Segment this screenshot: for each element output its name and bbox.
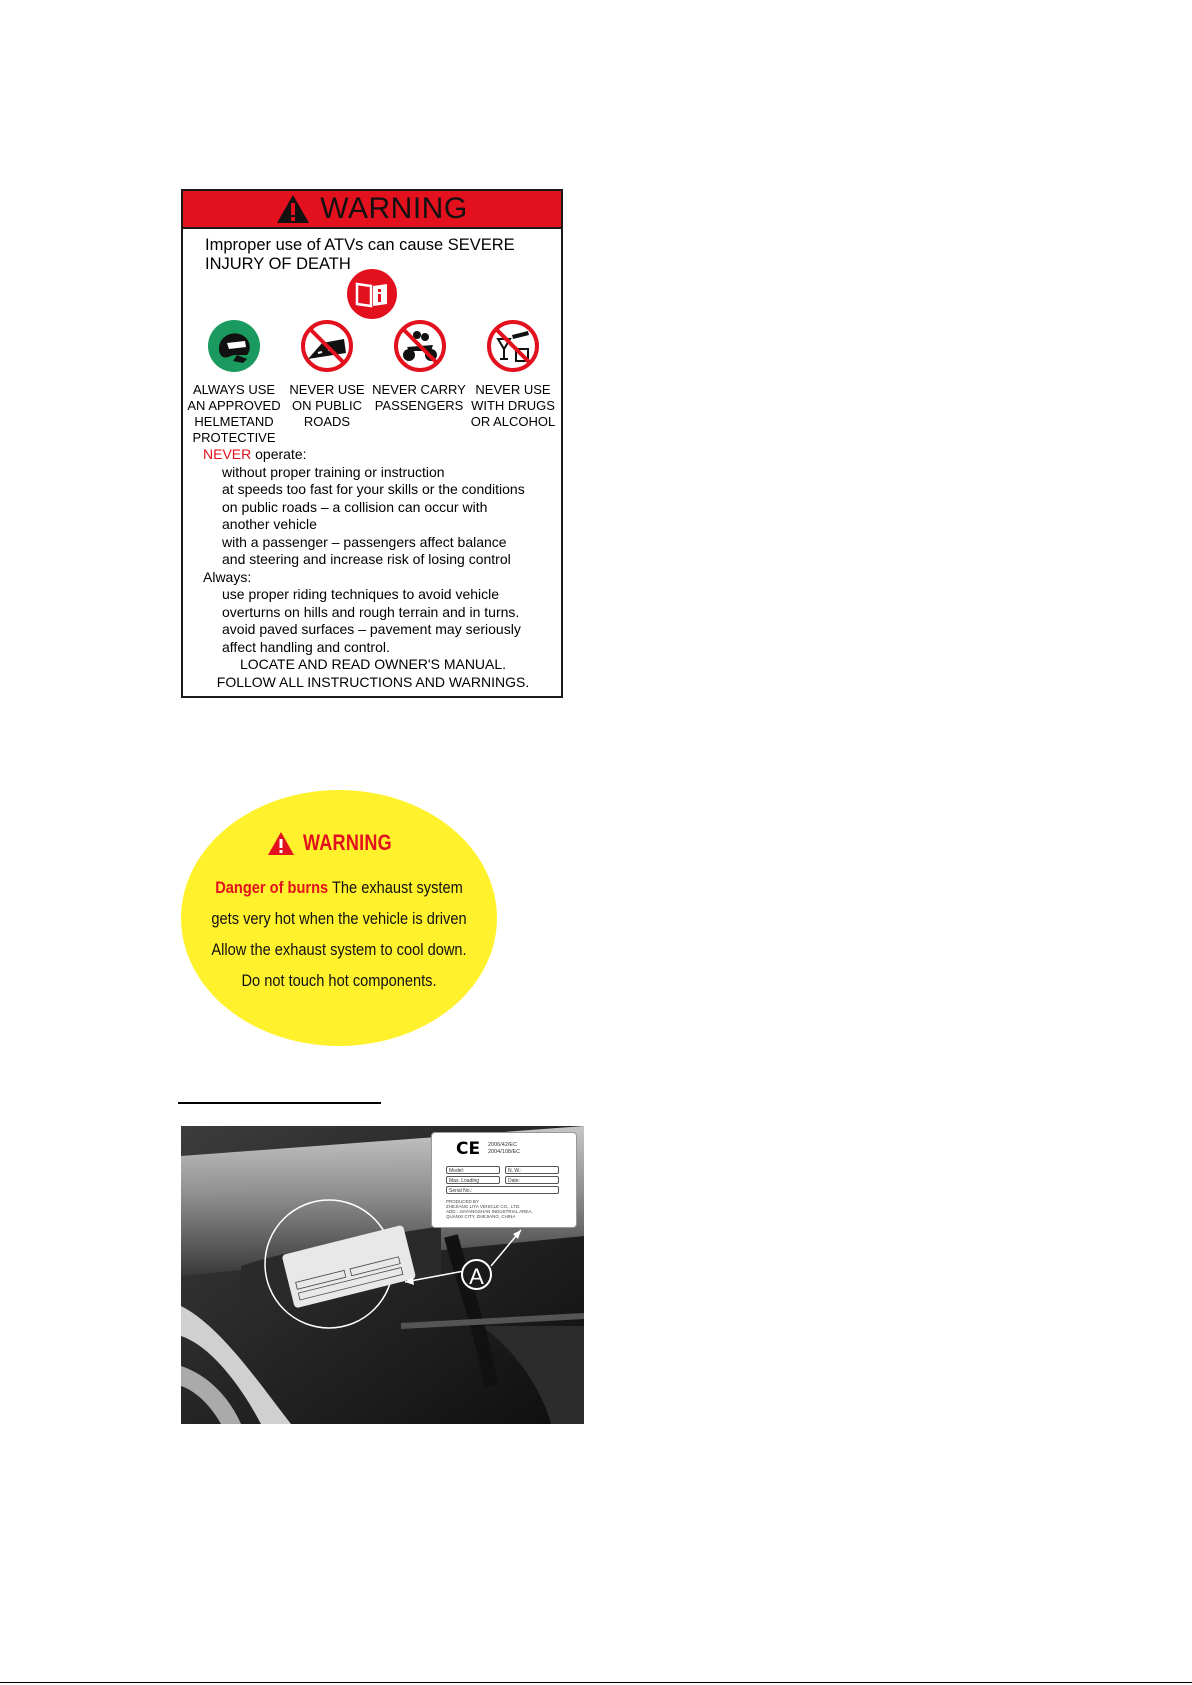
always-item: avoid paved surfaces – pavement may seriously	[222, 621, 521, 637]
closing-line: FOLLOW ALL INSTRUCTIONS AND WARNINGS.	[216, 673, 530, 690]
no-drugs-alcohol-icon	[486, 319, 540, 373]
burn-warning-title: WARNING	[302, 830, 392, 855]
warning-intro: Improper use of ATVs can cause SEVERE INJURY OF DEATH	[205, 236, 515, 273]
never-item: on public roads – a collision can occur with	[222, 498, 488, 515]
never-item: with a passenger – passengers affect balance	[222, 533, 507, 550]
burn-text-line: gets very hot when the vehicle is driven	[211, 909, 467, 928]
burn-warning-label	[181, 790, 497, 1046]
closing-line: LOCATE AND READ OWNER'S MANUAL.	[239, 656, 507, 672]
section-heading-underline	[178, 1102, 381, 1104]
page-footer-rule	[0, 1682, 1192, 1683]
no-passengers-icon	[393, 319, 447, 373]
always-item: overturns on hills and rough terrain and in turns.	[222, 603, 520, 620]
never-item: another vehicle	[222, 516, 317, 532]
company-address-2: QUANXI CITY, ZHEJIANG, CHINA	[446, 1214, 516, 1219]
directive-2: 2004/108/EC	[488, 1149, 521, 1155]
never-word: NEVER	[203, 446, 252, 462]
pictogram-caption-passengers: NEVER CARRY PASSENGERS	[372, 382, 466, 413]
warning-title: WARNING	[320, 192, 468, 225]
burn-text-line: Allow the exhaust system to cool down.	[211, 940, 467, 959]
instructions-text: NEVER operate: without proper training or instruction at speeds too fast for your skills or the conditions on public roads – a collision can occur with another vehicle with a passenger – passengers affect balance and steering and increase risk of losing control Always: use proper riding techniques to avoid vehicle overturns on hills and rough terrain and in turns. avoid paved surfaces – pavement may seriously affect handling and control. LOCATE AND READ OWNER'S MANUAL. FOLLOW ALL INSTRUCTIONS AND WARNINGS.	[203, 446, 553, 691]
date-field: Date:	[505, 1176, 559, 1184]
nw-field: N. W.:	[505, 1166, 559, 1174]
burn-warning-header	[181, 830, 497, 856]
ce-mark: CE	[456, 1139, 481, 1159]
warning-triangle-icon	[276, 194, 310, 224]
model-field: Model:	[446, 1166, 500, 1174]
pictogram-caption-roads: NEVER USE ON PUBLIC ROADS	[289, 382, 365, 429]
serial-field: Serial No.:	[446, 1186, 559, 1194]
warning-triangle-icon	[267, 831, 295, 856]
never-item: and steering and increase risk of losing control	[222, 551, 511, 567]
company-address-1: ADD.: JIAYANGSHAN INDUSTRIAL AREA,	[446, 1209, 533, 1214]
always-item: use proper riding techniques to avoid vehicle	[222, 586, 500, 602]
no-public-roads-icon	[300, 319, 354, 373]
pictogram-caption-helmet: ALWAYS USE AN APPROVED HELMETAND PROTECTIVE	[187, 382, 281, 445]
never-item: without proper training or instruction	[222, 463, 445, 480]
burn-text-line: Danger of burns The exhaust system	[215, 878, 463, 897]
pictogram-caption-drugs: NEVER USE WITH DRUGS OR ALCOHOL	[470, 382, 556, 429]
directive-1: 2006/42/EC	[488, 1142, 518, 1148]
burn-text-line: Do not touch hot components.	[241, 971, 437, 990]
warning-header	[183, 191, 561, 229]
company-name: ZHEJIANG LIYA VEHICLE CO., LTD.	[446, 1204, 521, 1209]
callout-a: A	[461, 1259, 492, 1290]
read-manual-icon	[346, 268, 398, 320]
produced-by: PRODUCED BY	[446, 1199, 480, 1204]
nameplate-inset	[431, 1132, 577, 1228]
nameplate-location-photo	[181, 1126, 584, 1424]
atv-warning-label	[181, 189, 563, 698]
always-heading: Always:	[203, 568, 252, 585]
max-loading-field: Max. Loading	[446, 1176, 500, 1184]
helmet-icon	[207, 319, 261, 373]
never-item: at speeds too fast for your skills or the conditions	[222, 481, 525, 497]
danger-of-burns: Danger of burns	[215, 878, 329, 897]
always-item: affect handling and control.	[222, 638, 390, 655]
